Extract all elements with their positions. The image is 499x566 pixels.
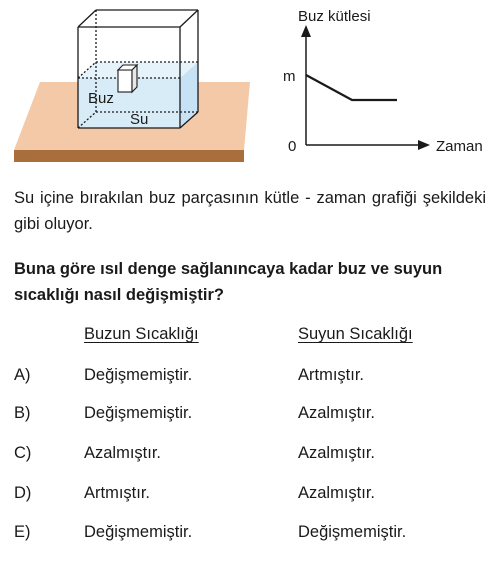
x-axis-arrow — [418, 140, 430, 150]
option-water-value: Azalmıştır. — [298, 444, 376, 462]
question-text: Buna göre ısıl denge sağlanıncaya kadar buz ve suyun sıcaklığı nasıl değişmiştir? — [14, 260, 443, 304]
option-letter: A) — [14, 366, 31, 384]
column-header-ice-temperature: Buzun Sıcaklığı — [84, 325, 199, 343]
option-water-value: Artmıştır. — [298, 366, 364, 384]
option-a[interactable] — [0, 366, 499, 392]
column-header-water-temperature: Suyun Sıcaklığı — [298, 325, 413, 343]
option-ice-value: Değişmemiştir. — [84, 366, 193, 384]
option-water-value: Azalmıştır. — [298, 404, 376, 422]
option-d[interactable] — [0, 484, 499, 510]
water-label: Su — [130, 111, 149, 128]
ice-label: Buz — [88, 90, 114, 107]
table-edge — [14, 150, 244, 162]
option-water-value: Değişmemiştir. — [298, 523, 407, 541]
option-ice-value: Artmıştır. — [84, 484, 150, 502]
option-ice-value: Değişmemiştir. — [84, 523, 193, 541]
series-line — [306, 75, 397, 100]
ice-cube — [118, 65, 137, 92]
y-axis-label: Buz kütlesi — [298, 8, 371, 25]
option-letter: C) — [14, 444, 32, 462]
option-ice-value: Değişmemiştir. — [84, 404, 193, 422]
option-letter: E) — [14, 523, 31, 541]
y-axis-arrow — [301, 25, 311, 37]
option-letter: B) — [14, 404, 31, 422]
zero-tick-label: 0 — [288, 138, 297, 155]
intro-paragraph: Su içine bırakılan buz parçasının kütle - zaman grafiği şekildeki gibi oluyor. — [14, 189, 486, 233]
figure — [0, 0, 499, 175]
mass-time-graph — [283, 8, 483, 155]
option-e[interactable] — [0, 523, 499, 549]
option-letter: D) — [14, 484, 32, 502]
option-c[interactable] — [0, 444, 499, 470]
m-tick-label: m — [283, 68, 296, 85]
option-b[interactable] — [0, 404, 499, 430]
option-ice-value: Azalmıştır. — [84, 444, 162, 462]
x-axis-label: Zaman — [436, 138, 483, 155]
option-water-value: Azalmıştır. — [298, 484, 376, 502]
